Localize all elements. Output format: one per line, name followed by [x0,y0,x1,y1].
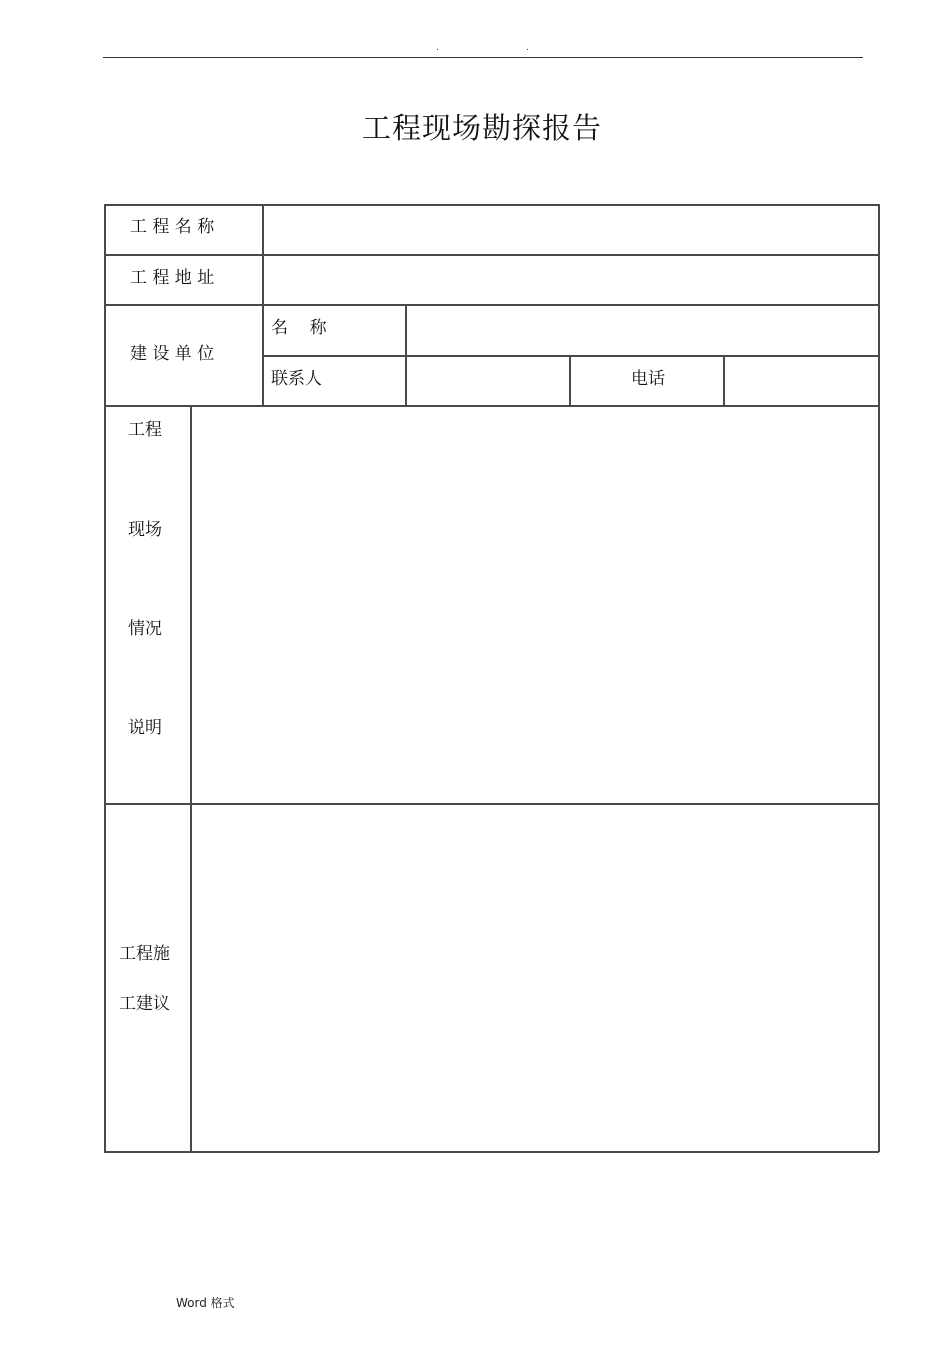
header-dot-left: . [436,43,439,53]
table-border-bottom [104,1151,879,1153]
project-name-field[interactable] [264,206,877,253]
survey-form-table [104,204,879,1152]
construction-advice-label-line-1: 工程施 [119,944,170,964]
document-title: 工程现场勘探报告 [361,111,602,145]
table-border-right [878,204,880,1152]
site-condition-label-line-2: 现场 [128,520,162,540]
project-address-field[interactable] [264,256,877,303]
phone-label: 电话 [631,369,665,389]
site-condition-label-line-3: 情况 [128,619,162,639]
table-border-left [104,204,106,1152]
header-dot-right: . [526,43,529,53]
construction-advice-field[interactable] [192,805,877,1150]
footer-format-label: Word 格式 [176,1296,235,1310]
contact-person-label: 联系人 [271,369,322,389]
contact-person-field[interactable] [407,357,568,404]
site-condition-field[interactable] [192,407,877,802]
header-divider [103,57,863,58]
builder-name-label: 名 称 [271,318,327,338]
builder-unit-label: 建 设 单 位 [130,344,215,364]
project-address-label: 工 程 地 址 [130,268,215,288]
builder-name-field[interactable] [407,306,877,354]
site-condition-label-line-1: 工程 [128,420,162,440]
construction-advice-label-line-2: 工建议 [119,994,170,1014]
project-name-label: 工 程 名 称 [130,217,215,237]
col-divider-contact-value [569,355,571,406]
site-condition-label-line-4: 说明 [128,718,162,738]
phone-field[interactable] [725,357,877,404]
